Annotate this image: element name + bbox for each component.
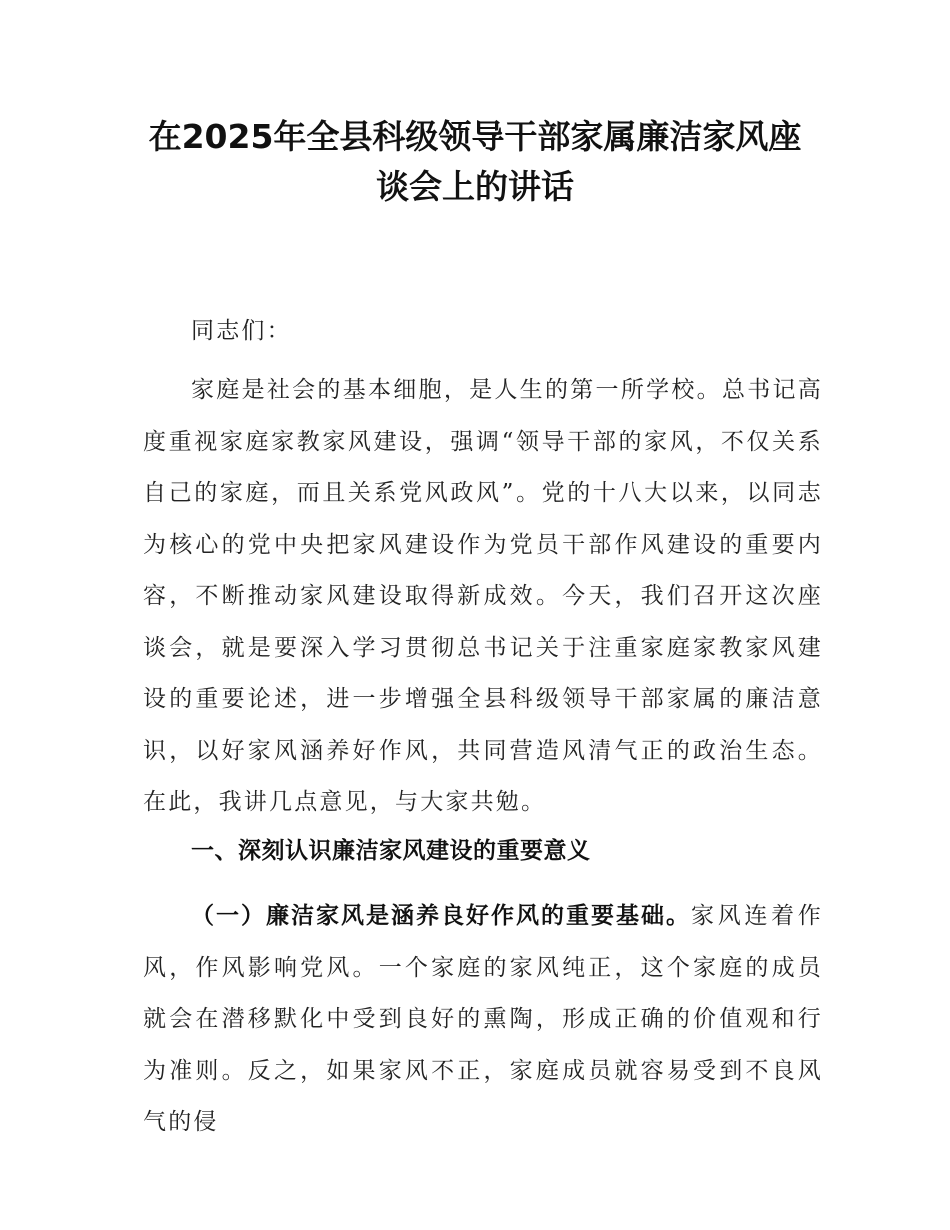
greeting: 同志们： bbox=[191, 318, 292, 344]
title-line-2: 谈会上的讲话 bbox=[376, 167, 574, 206]
paragraph-intro: 家庭是社会的基本细胞，是人生的第一所学校。总书记高度重视家庭家教家风建设，强调“领导干部的家风，不仅关系自己的家庭，而且关系党风政风”。党的十八大以来，以同志为核心的党中央把家风建设作为党员干部作风建设的重要内容，不断推动家风建设取得新成效。今天，我们召开这次座谈会，就是要深入学习贯彻总书记关于注重家庭家教家风建设的重要论述，进一步增强全县科级领导干部家属的廉洁意识，以好家风涵养好作风，共同营造风清气正的政治生态。在此，我讲几点意见，与大家共勉。 bbox=[143, 377, 823, 815]
title-line-1: 在2025年全县科级领导干部家属廉洁家风座 bbox=[148, 117, 802, 156]
paragraph-subsection-1 bbox=[143, 891, 823, 1149]
subsection-heading-1: （一）廉洁家风是涵养良好作风的重要基础。 bbox=[191, 903, 691, 929]
section-heading-1: 一、深刻认识廉洁家风建设的重要意义 bbox=[191, 838, 591, 864]
subsection-1-text: 家风连着作风，作风影响党风。一个家庭的家风纯正，这个家庭的成员就会在潜移默化中受到良好的熏陶，形成正确的价值观和行为准则。反之，如果家风不正，家庭成员就容易受到不良风气的侵 bbox=[143, 903, 823, 1135]
document-title bbox=[120, 112, 830, 212]
